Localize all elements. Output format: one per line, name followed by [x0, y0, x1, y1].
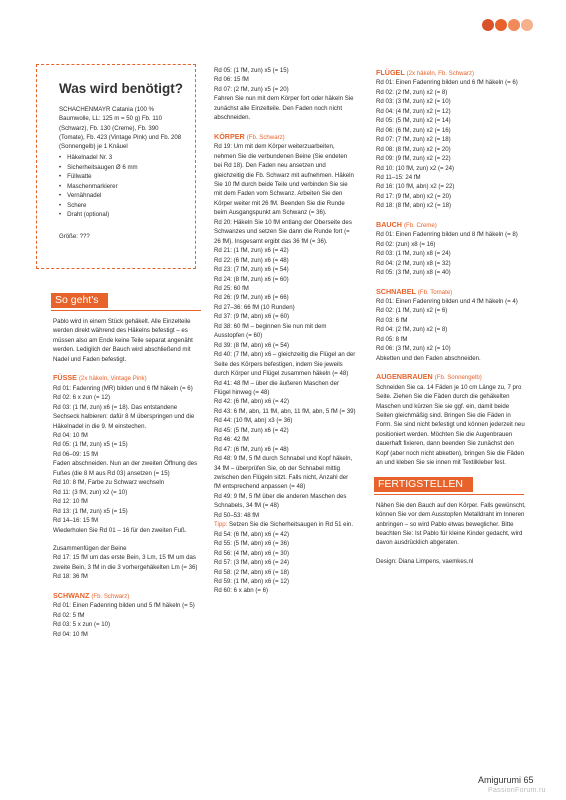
zusammen-lines [53, 544, 203, 582]
instruction-line: Rd 38: 60 fM – beginnen Sie nun mit dem Ausstopfen (= 60) [214, 322, 328, 340]
instruction-line: Rd 11–15: 24 fM [376, 173, 421, 181]
instruction-line: Rd 57: (3 fM, abn) x6 (= 24) [214, 559, 290, 567]
instruction-line: Rd 06: 15 fM [214, 76, 249, 84]
banner-rule [51, 310, 201, 311]
header-dots [482, 19, 533, 31]
materials-item: • Draht (optional) [59, 210, 195, 219]
banner-fertigstellen: FERTIGSTELLEN [374, 477, 473, 492]
section-heading: AUGENBRAUEN (Fb. Sonnengelb) [376, 372, 482, 382]
section-heading: SCHNABEL (Fb. Tomate) [376, 286, 453, 296]
materials-item: • Sicherheitsaugen Ø 6 mm [59, 163, 195, 172]
koerper-end-lines [214, 530, 356, 596]
materials-item: • Füllwatte [59, 172, 195, 181]
instruction-line: Zusammenfügen der Beine [53, 544, 127, 552]
column-right [376, 68, 526, 566]
instruction-line: Rd 22: (6 fM, zun) x6 (= 48) [214, 256, 289, 264]
instruction-line: Rd 04: 10 fM [53, 431, 88, 439]
magazine-name: Amigurumi [478, 775, 522, 785]
instruction-line: Rd 02: (zun) x8 (= 16) [376, 240, 436, 248]
instruction-line: Rd 42: (6 fM, abn) x6 (= 42) [214, 398, 290, 406]
instruction-line: Rd 21: (1 fM, zun) x6 (= 42) [214, 247, 289, 255]
instruction-line: Rd 02: (2 fM, zun) x2 (= 8) [376, 88, 448, 96]
header-dot [521, 19, 533, 31]
instruction-line: Rd 02: 5 fM [53, 611, 85, 619]
instruction-line: Rd 18: (8 fM, abn) x2 (= 18) [376, 202, 452, 210]
materials-item: • Schere [59, 201, 195, 210]
instruction-line: Rd 12: 10 fM [53, 498, 88, 506]
materials-item: • Häkelnadel Nr. 3 [59, 153, 195, 162]
design-credit: Design: Diana Limpens, vaemkes.nl [376, 557, 474, 565]
column-left [53, 293, 203, 639]
instruction-line: Rd 07: (7 fM, zun) x2 (= 18) [376, 136, 451, 144]
instruction-line: Rd 59: (1 fM, abn) x6 (= 12) [214, 578, 290, 586]
instruction-line: Rd 03: (1 fM, zun) x6 (= 18). Das entstandene Sechseck halbieren: dafür 8 M überspringen und die Häkelnadel in die 9. M einstechen. [53, 403, 196, 430]
instruction-line: Rd 03: (1 fM, zun) x8 (= 24) [376, 250, 451, 258]
instruction-line: Rd 05: (1 fM, zun) x5 (= 15) [214, 67, 289, 74]
instruction-line: Rd 39: (8 fM, abn) x6 (= 54) [214, 341, 290, 349]
section-banner [51, 293, 203, 311]
materials-item: • Maschenmarkierer [59, 182, 195, 191]
instruction-line: Rd 18: 36 fM [53, 573, 88, 581]
instruction-line: Rd 55: (5 fM, abn) x6 (= 36) [214, 540, 290, 548]
fluegel-lines [376, 78, 526, 210]
instruction-line: Rd 04: 10 fM [53, 630, 88, 638]
instruction-line: Rd 40: (7 fM, abn) x6 – gleichzeitig die Flügel an der Seite des Körpers befestigen, indem Sie jeweils durch Körper und Flügel zusammen häkeln (= 48) [214, 351, 357, 378]
instruction-line: Rd 43: 6 fM, abn, 11 fM, abn, 11 fM, abn, 5 fM (= 39) [214, 407, 356, 415]
instruction-line: Rd 06–09: 15 fM [53, 450, 99, 458]
section-banner [374, 477, 526, 495]
instruction-line: Rd 25: 60 fM [214, 284, 249, 292]
instruction-line: Rd 04: (2 fM, zun) x2 (= 8) [376, 326, 448, 334]
header-dot [508, 19, 520, 31]
instruction-line: Rd 16: (10 fM, abn) x2 (= 22) [376, 183, 455, 191]
instruction-line: Rd 19: Um mit dem Körper weiterzuarbeiten, nehmen Sie die verbundenen Beine (Sie endeten bei Rd 18). Den Faden neu ansetzen und gleichzeitig die Fb. Schwarz mit aufnehmen. Häkeln Sie 10 fM durch beide Teile und verbinden Sie sie mit dem Faden vom Schwanz. Arbeiten Sie den Körper weiter mit 26 fM. Beenden Sie die Runde beim Ausgangspunkt am Schwanz (= 36). [214, 143, 356, 217]
instruction-line: Rd 17: 15 fM um das erste Bein, 3 Lm, 15 fM um das zweite Bein, 3 fM in die 3 vorhergehäkelten Lm (= 36) [53, 554, 198, 571]
instruction-line: Rd 05: (3 fM, zun) x8 (= 40) [376, 269, 451, 277]
page-number: 65 [523, 775, 534, 785]
header-dot [495, 19, 507, 31]
tipp-text: Tipp: Setzen Sie die Sicherheitsaugen in Rd 51 ein. [214, 521, 354, 529]
instruction-line: Rd 44: (10 fM, abn) x3 (= 36) [214, 417, 293, 425]
section-heading: KÖRPER (Fb. Schwarz) [214, 131, 285, 141]
instruction-line: Rd 45: (5 fM, zun) x6 (= 42) [214, 426, 289, 434]
instruction-line: Rd 58: (2 fM, abn) x6 (= 18) [214, 568, 290, 576]
instruction-line: Fahren Sie nun mit dem Körper fort oder häkeln Sie zunächst alle Einzelteile. Den Faden noch nicht abschneiden. [214, 95, 356, 122]
bauch-lines [376, 230, 526, 277]
instruction-line: Rd 60: 6 x abn (= 6) [214, 587, 269, 595]
schnabel-lines [376, 297, 526, 363]
schwanz-continued [214, 66, 356, 123]
instruction-line: Rd 14–16: 15 fM [53, 517, 99, 525]
instruction-line: Rd 01: Fadenring (MR) bilden und 6 fM häkeln (= 6) [53, 384, 193, 392]
instruction-line: Rd 01: Einen Fadenring bilden und 5 fM häkeln (= 5) [53, 602, 195, 610]
instruction-line: Rd 17: (9 fM, abn) x2 (= 20) [376, 192, 452, 200]
instruction-line: Rd 47: (6 fM, zun) x6 (= 48) [214, 445, 289, 453]
instruction-line: Rd 56: (4 fM, abn) x6 (= 30) [214, 549, 290, 557]
instruction-line: Rd 01: Einen Fadenring bilden und 6 fM häkeln (= 6) [376, 79, 518, 87]
augen-text: Schneiden Sie ca. 14 Fäden je 10 cm Länge zu, 7 pro Seite. Ziehen Sie die Fäden durch die gehäkelten Maschen und kürzen Sie sie ggf. ein, damit beide Seiten gleichmäßig sind. Bringen Sie die Fäden in Form. Sie sind nicht befestigt und können jederzeit neu positioniert werden. Möchten Sie die Augenbrauen dauerhaft fixieren, dann beenden Sie zunächst den Kopf (aber noch nicht abketten), bringen Sie die Fäden an und kleben Sie sie innen mit Textilkleber fest. [376, 383, 527, 467]
schwanz-lines [53, 601, 203, 639]
fertig-text: Nähen Sie den Bauch auf den Körper. Falls gewünscht, können Sie vor dem Ausstopfen Metalldraht im Inneren anbringen – so wird Pablo etwas beweglicher. Bitte beachten Sie: Ist Pablo für kleine Kinder gedacht, wird davon ausdrücklich abgeraten. [376, 501, 528, 547]
instruction-line: Rd 11: (3 fM, zun) x2 (= 10) [53, 488, 128, 496]
instruction-line: Rd 46: 42 fM [214, 436, 249, 444]
instruction-line: Rd 20: Häkeln Sie 10 fM entlang der Oberseite des Schwanzes und setzen Sie dann die Runde fort (= 26 fM). Insgesamt ergibt das 36 fM (= 36). [214, 218, 354, 245]
instruction-line: Rd 10: (10 fM, zun) x2 (= 24) [376, 164, 455, 172]
materials-list [59, 153, 195, 219]
instruction-line: Rd 08: (8 fM, zun) x2 (= 20) [376, 145, 451, 153]
instruction-line: Rd 13: (1 fM, zun) x5 (= 15) [53, 507, 128, 515]
page-footer [478, 775, 534, 785]
instruction-line: Rd 01: Einen Fadenring bilden und 4 fM häkeln (= 4) [376, 297, 518, 305]
fuesse-lines [53, 384, 203, 535]
watermark: PassionForum.ru [488, 787, 546, 794]
instruction-line: Rd 27–36: 66 fM (10 Runden) [214, 303, 295, 311]
instruction-line: Rd 05: 8 fM [376, 335, 408, 343]
instruction-line: Rd 04: (2 fM, zun) x8 (= 32) [376, 259, 451, 267]
section-heading: SCHWANZ (Fb. Schwarz) [53, 590, 130, 600]
instruction-line: Rd 23: (7 fM, zun) x6 (= 54) [214, 266, 289, 274]
instruction-line: Rd 54: (6 fM, abn) x6 (= 42) [214, 530, 290, 538]
section-heading: FLÜGEL (2x häkeln, Fb. Schwarz) [376, 68, 475, 77]
instruction-line: Faden abschneiden. Nun an der zweiten Öffnung des Fußes (die 8 M aus Rd 03) ansetzen (= 15) [53, 460, 199, 477]
banner-so-gehts: So geht's [51, 293, 108, 308]
instruction-line: Rd 05: (1 fM, zun) x5 (= 15) [53, 441, 128, 449]
instruction-line: Abketten und den Faden abschneiden. [376, 354, 481, 362]
instruction-line: Rd 05: (5 fM, zun) x2 (= 14) [376, 117, 451, 125]
instruction-line: Rd 06: (3 fM, zun) x2 (= 10) [376, 345, 451, 353]
instruction-line: Rd 49: 9 fM, 5 fM über die anderen Maschen des Schnabels, 34 fM (= 48) [214, 492, 349, 510]
instruction-line: Rd 03: 6 fM [376, 316, 408, 324]
instruction-line: Rd 06: (6 fM, zun) x2 (= 16) [376, 126, 451, 134]
instruction-line: Rd 02: (1 fM, zun) x2 (= 6) [376, 307, 448, 315]
instruction-line: Rd 48: 9 fM, 5 fM durch Schnabel und Kopf häkeln, 34 fM – überprüfen Sie, ob der Schnabel mittig zwischen den Flügeln sitzt. Falls nicht, Anzahl der fM entsprechend anpassen (= 48) [214, 455, 354, 491]
instruction-line: Rd 07: (2 fM, zun) x5 (= 20) [214, 85, 289, 93]
instruction-line: Rd 04: (4 fM, zun) x2 (= 12) [376, 107, 451, 115]
instruction-line: Rd 24: (8 fM, zun) x6 (= 60) [214, 275, 289, 283]
column-middle [214, 66, 356, 596]
instruction-line: Rd 50–53: 48 fM [214, 511, 260, 519]
instruction-line: Rd 41: 48 fM – über die äußeren Maschen der Flügel hinweg (= 48) [214, 379, 341, 396]
materials-box [36, 64, 196, 269]
section-heading: FÜSSE (2x häkeln, Vintage Pink) [53, 373, 147, 383]
instruction-line: Rd 09: (9 fM, zun) x2 (= 22) [376, 155, 451, 163]
instruction-line: Wiederholen Sie Rd 01 – 16 für den zweiten Fuß. [53, 526, 187, 534]
instruction-line: Rd 02: 6 x zun (= 12) [53, 394, 111, 402]
materials-item: • Vernähnadel [59, 191, 195, 200]
instruction-line: Rd 37: (9 fM, abn) x6 (= 60) [214, 313, 290, 321]
instruction-line: Rd 03: 5 x zun (= 10) [53, 621, 111, 629]
intro-text: Pablo wird in einem Stück gehäkelt. Alle Einzelteile werden direkt während des Häkelns befestigt – es müssen also am Ende keine Teile separat angenäht werden. Lediglich der Bauch wird abschließend mit Nadel und Faden befestigt. [53, 318, 195, 363]
banner-rule [374, 494, 524, 495]
instruction-line: Rd 01: Einen Fadenring bilden und 8 fM häkeln (= 8) [376, 231, 518, 239]
materials-size: Größe: ??? [59, 233, 90, 241]
materials-intro: SCHACHENMAYR Catania (100 % Baumwolle, LL: 125 m = 50 g) Fb. 110 (Schwarz), Fb. 130 (Creme), Fb. 390 (Tomate), Fb. 423 (Vintage Pink) und Fb. 208 (Sonnengelb) je 1 Knäuel [59, 106, 182, 151]
materials-title: Was wird benötigt? [59, 81, 183, 96]
instruction-line: Rd 03: (3 fM, zun) x2 (= 10) [376, 98, 451, 106]
header-dot [482, 19, 494, 31]
koerper-lines [214, 142, 356, 520]
instruction-line: Rd 26: (9 fM, zun) x6 (= 66) [214, 294, 289, 302]
section-heading: BAUCH (Fb. Creme) [376, 219, 437, 229]
instruction-line: Rd 10: 8 fM, Farbe zu Schwarz wechseln [53, 479, 165, 487]
